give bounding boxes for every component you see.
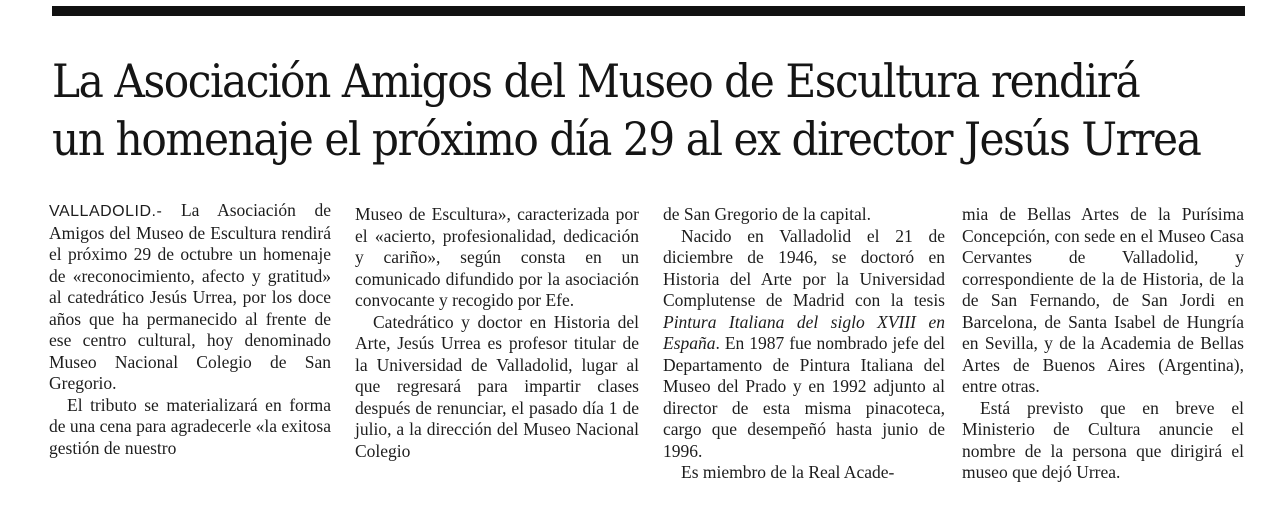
headline-line-1: La Asociación Amigos del Museo de Escultura rendirá — [52, 54, 1140, 108]
paragraph-text: Nacido en Valladolid el 21 de diciembre de 1946, se doctoró en Historia del Arte por la Universidad Complutense de Madrid con la tesis — [663, 225, 945, 310]
paragraph: Museo de Escultura», caracterizada por el «acierto, profesionalidad, dedicación y cariño», según consta en un comunicado difundido por la asociación convocante y recogido por Efe. — [355, 204, 639, 310]
paragraph: mia de Bellas Artes de la Purísima Concepción, con sede en el Museo Casa Cervantes de Valladolid, y correspondiente de la de Historia, de la de San Fernando, de San Jordi en Barcelona, de Santa Isabel de Hungría en Sevilla, y de la Academia de Bellas Artes de Buenos Aires (Argentina), entre otras. — [962, 204, 1244, 396]
paragraph-text: La Asociación de Amigos del Museo de Escultura rendirá el próximo 29 de octubre un homenaje de «reconocimiento, afecto y gratitud» al catedrático Jesús Urrea, por los doce años que ha permanecido al frente de ese centro cultural, hoy denominado Museo Nacional Colegio de San Gregorio. — [49, 200, 331, 393]
paragraph: Es miembro de la Real Acade- — [681, 462, 895, 482]
article-column-3 — [663, 204, 945, 484]
paragraph: Catedrático y doctor en Historia del Arte, Jesús Urrea es profesor titular de la Universidad de Valladolid, lugar al que regresará para impartir clases después de renunciar, el pasado día 1 de julio, a la dirección del Museo Nacional Colegio — [355, 311, 639, 461]
paragraph: Está previsto que en breve el Ministerio de Cultura anuncie el nombre de la persona que dirigirá el museo que dejó Urrea. — [962, 397, 1244, 482]
paragraph: de San Gregorio de la capital. — [663, 204, 871, 224]
article-column-1 — [49, 200, 331, 459]
article-column-2 — [355, 204, 639, 462]
paragraph — [49, 200, 331, 395]
headline — [52, 52, 1201, 168]
thesis-title: Pintura Italiana del siglo XVIII en España — [663, 311, 945, 353]
paragraph — [663, 226, 945, 463]
paragraph-text: . En 1987 fue nombrado jefe del Departamento de Pintura Italiana del Museo del Prado y en 1992 adjunto al director de esta misma pinacoteca, cargo que desempeñó hasta junio de 1996. — [663, 333, 945, 461]
top-rule — [52, 6, 1245, 16]
dateline: VALLADOLID.- — [49, 203, 163, 220]
article-column-4 — [962, 204, 1244, 484]
paragraph: El tributo se materializará en forma de una cena para agradecerle «la exitosa gestión de nuestro — [49, 394, 331, 458]
headline-line-2: un homenaje el próximo día 29 al ex director Jesús Urrea — [52, 112, 1201, 166]
